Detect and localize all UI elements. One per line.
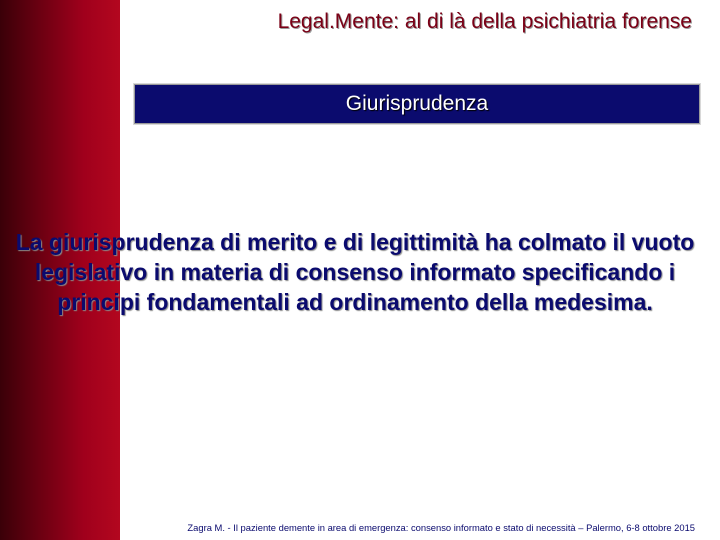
- slide-header-title: Legal.Mente: al di là della psichiatria forense: [277, 10, 692, 33]
- main-paragraph: La giurisprudenza di merito e di legittimità ha colmato il vuoto legislativo in materia di consenso informato specificando i principi fondamentali ad ordinamento della medesima.: [15, 229, 695, 315]
- footer-citation: Zagra M. - Il paziente demente in area di emergenza: consenso informato e stato di necessità – Palermo, 6-8 ottobre 2015: [187, 522, 695, 533]
- section-banner-label: Giurisprudenza: [345, 92, 489, 115]
- section-banner: [134, 84, 700, 124]
